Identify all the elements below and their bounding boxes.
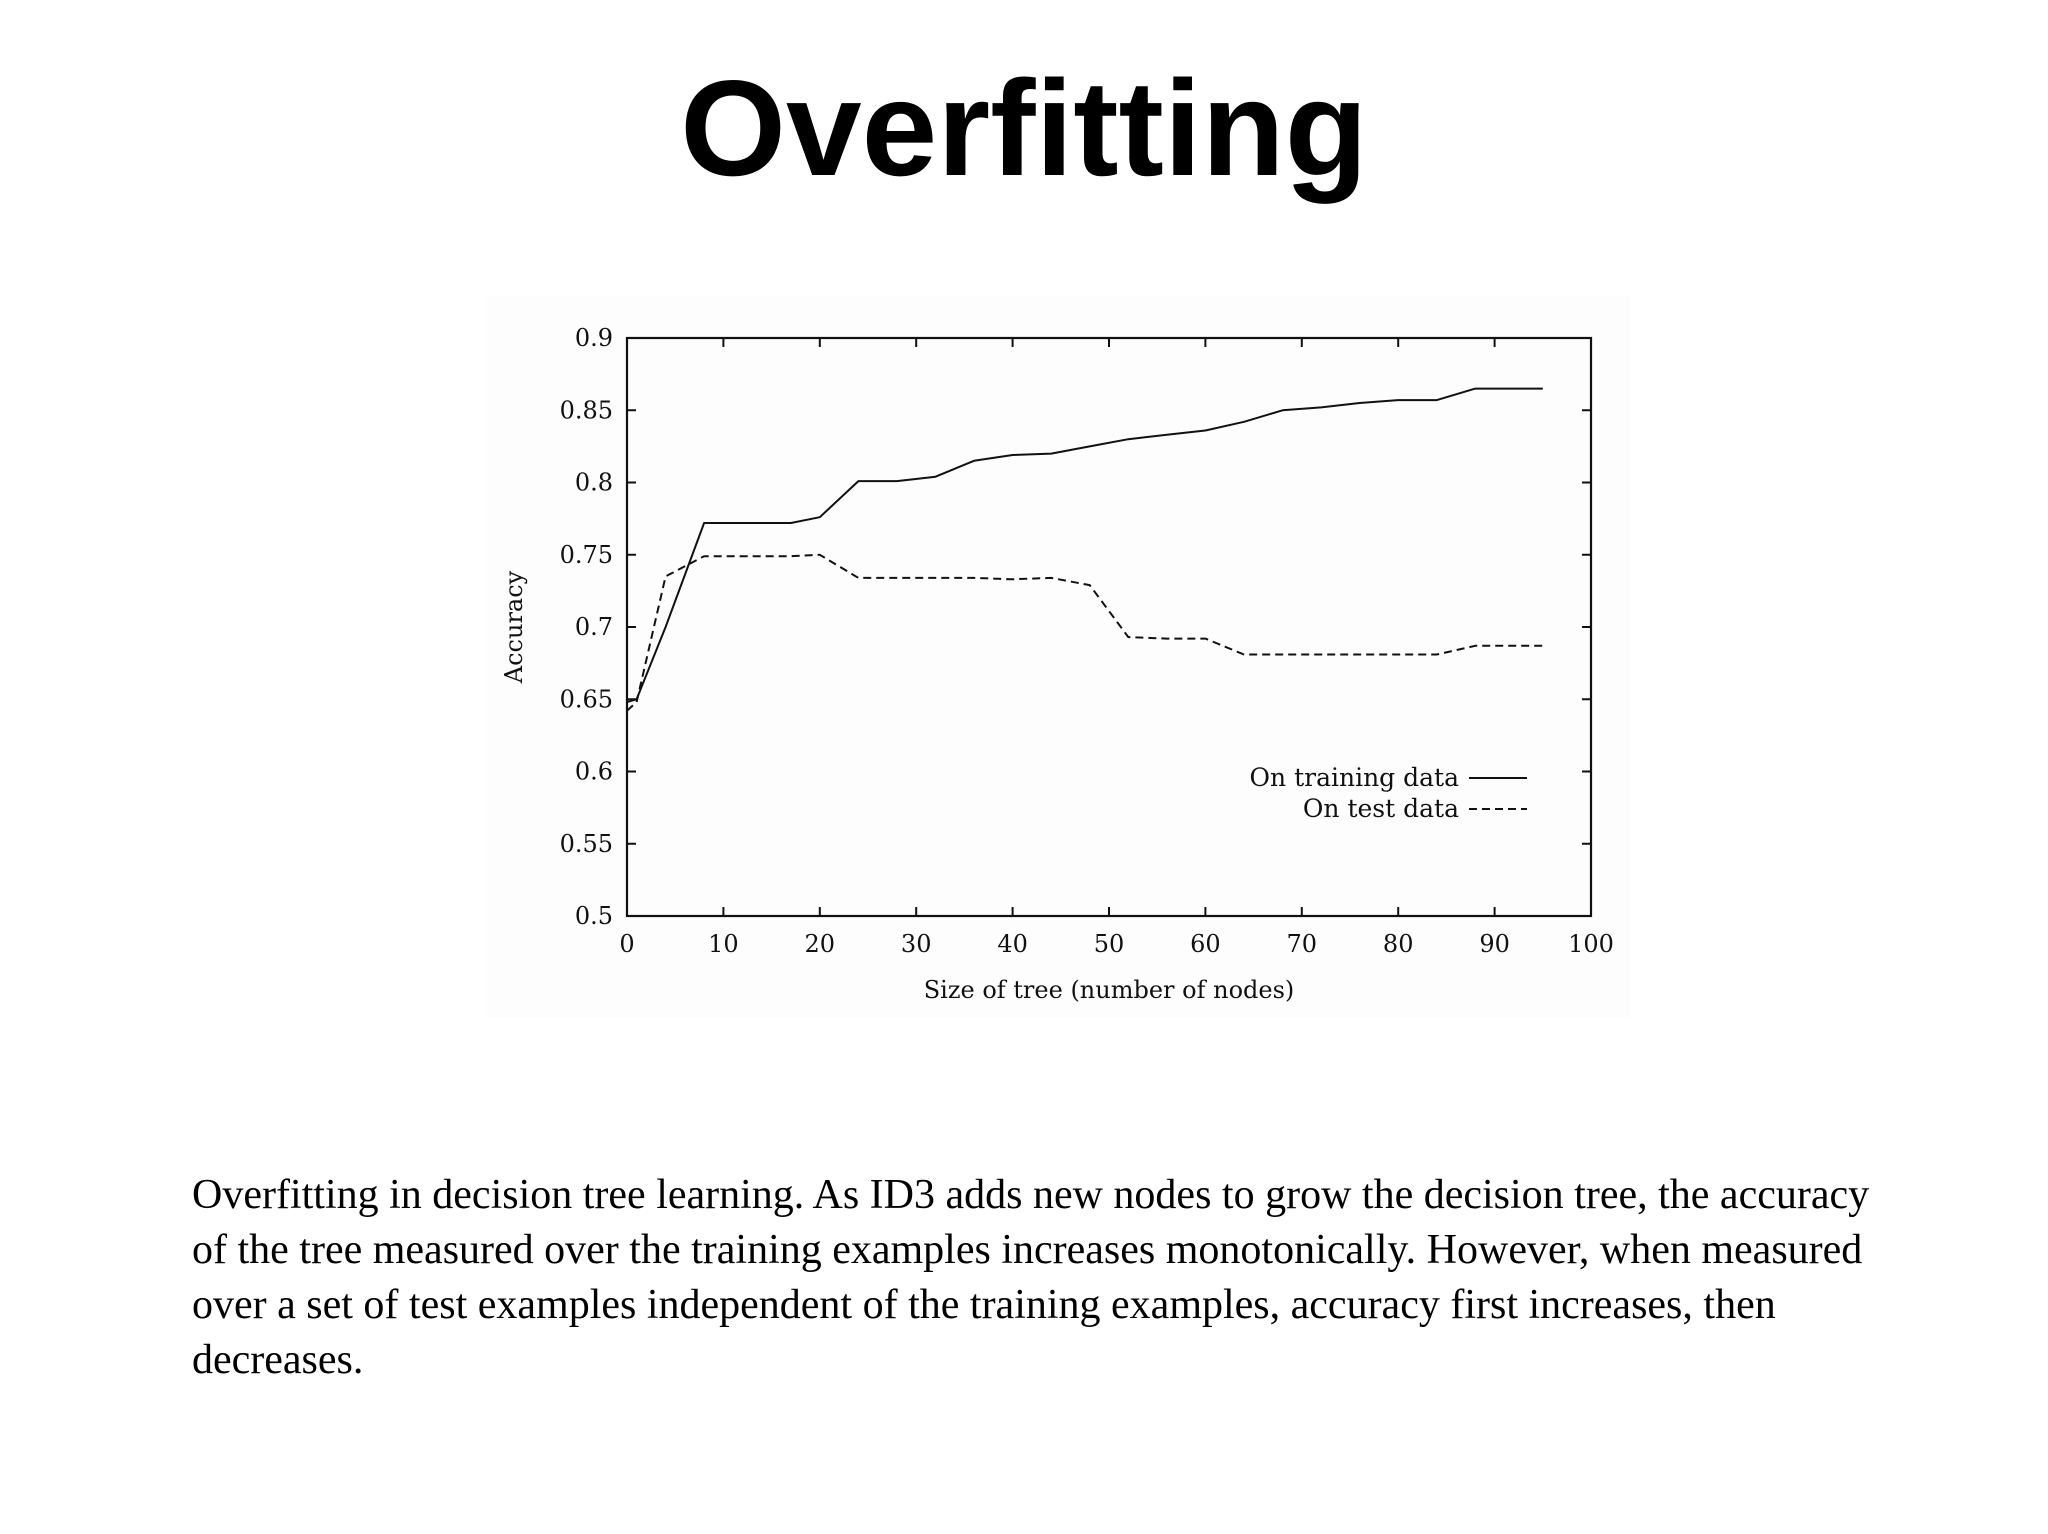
x-tick-label: 60 — [1190, 930, 1221, 958]
x-tick-label: 70 — [1286, 930, 1318, 958]
plot-frame — [627, 338, 1591, 916]
x-tick-label: 50 — [1093, 930, 1125, 958]
x-tick-label: 30 — [900, 930, 932, 958]
x-tick-label: 20 — [804, 930, 836, 958]
y-tick-label: 0.55 — [559, 829, 613, 858]
y-tick-label: 0.8 — [574, 468, 613, 497]
figure-caption: Overfitting in decision tree learning. As ID3 adds new nodes to grow the decision tree, the accuracy of the tree measured over the training examples increases monotonically. However, when measured over a set of test examples independent of the training examples, accuracy first increases, then decreases. — [192, 1172, 1870, 1383]
y-axis-title: Accuracy — [500, 570, 528, 684]
y-tick-label: 0.6 — [574, 757, 613, 786]
x-tick-label: 40 — [997, 930, 1028, 958]
x-tick-label: 100 — [1568, 930, 1614, 958]
y-tick-label: 0.85 — [559, 396, 613, 425]
slide-title: Overfitting — [680, 52, 1368, 204]
y-tick-label: 0.9 — [574, 324, 613, 352]
chart-axes — [627, 338, 1591, 916]
x-tick-label: 80 — [1382, 930, 1414, 958]
legend-label-training: On training data — [1249, 763, 1459, 792]
chart-legend — [1250, 763, 1527, 823]
x-tick-label: 0 — [619, 930, 635, 958]
chart-svg — [486, 296, 1630, 1018]
chart-ticks — [560, 324, 1614, 958]
y-tick-label: 0.7 — [574, 613, 613, 641]
test-data-line — [627, 555, 1543, 711]
y-tick-label: 0.65 — [559, 685, 613, 714]
legend-label-test: On test data — [1302, 794, 1459, 823]
y-tick-label: 0.5 — [574, 902, 613, 930]
x-tick-label: 90 — [1479, 930, 1510, 958]
x-axis-title: Size of tree (number of nodes) — [923, 976, 1295, 1004]
chart-series — [627, 389, 1543, 711]
y-tick-label: 0.75 — [559, 540, 613, 569]
overfitting-chart — [486, 296, 1630, 1018]
x-tick-label: 10 — [708, 930, 739, 958]
